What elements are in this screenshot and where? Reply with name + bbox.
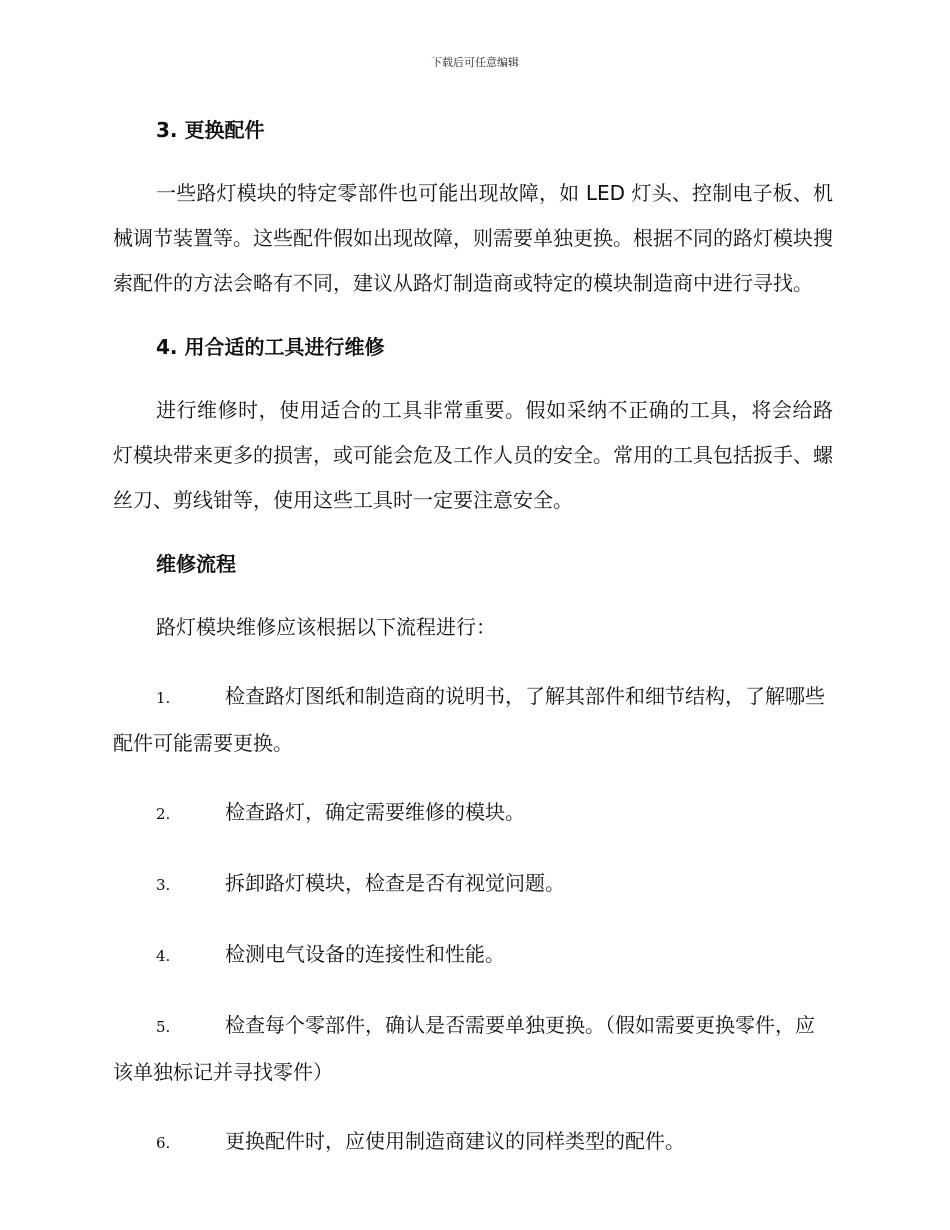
list-item-step-2 bbox=[113, 790, 833, 837]
list-item-step-5 bbox=[113, 1003, 833, 1095]
step-number: 1. bbox=[156, 689, 171, 707]
step-number: 5. bbox=[156, 1018, 171, 1036]
step-text: 检查每个零部件，确认是否需要单独更换。（假如需要更换零件，应该单独标记并寻找零件） bbox=[113, 1013, 815, 1084]
step-text: 检查路灯图纸和制造商的说明书，了解其部件和细节结构，了解哪些配件可能需要更换。 bbox=[113, 684, 825, 755]
list-item-step-1 bbox=[113, 674, 833, 766]
section-heading-replace-parts: 3. 更换配件 bbox=[156, 118, 265, 142]
step-number: 6. bbox=[156, 1134, 171, 1152]
section-heading-process: 维修流程 bbox=[156, 552, 236, 576]
list-item-step-4 bbox=[113, 932, 833, 979]
step-number: 3. bbox=[156, 876, 171, 894]
page-header-note: 下载后可任意编辑 bbox=[431, 56, 519, 69]
document-body bbox=[113, 113, 833, 1190]
step-text: 检查路灯，确定需要维修的模块。 bbox=[225, 800, 525, 824]
step-text: 拆卸路灯模块，检查是否有视觉问题。 bbox=[225, 871, 565, 895]
step-number: 4. bbox=[156, 947, 171, 965]
paragraph-replace-parts: 一些路灯模块的特定零部件也可能出现故障，如 LED 灯头、控制电子板、机械调节装置等。这些配件假如出现故障，则需要单独更换。根据不同的路灯模块搜索配件的方法会略有不同，建议从路灯制造商或特定的模块制造商中进行寻找。 bbox=[113, 181, 833, 295]
paragraph-tools: 进行维修时，使用适合的工具非常重要。假如采纳不正确的工具，将会给路灯模块带来更多的损害，或可能会危及工作人员的安全。常用的工具包括扳手、螺丝刀、剪线钳等，使用这些工具时一定要注意安全。 bbox=[113, 398, 833, 512]
list-item-step-6 bbox=[113, 1119, 833, 1166]
step-number: 2. bbox=[156, 805, 171, 823]
section-heading-tools: 4. 用合适的工具进行维修 bbox=[156, 335, 385, 359]
paragraph-process-intro: 路灯模块维修应该根据以下流程进行： bbox=[156, 615, 496, 639]
list-item-step-3 bbox=[113, 861, 833, 908]
step-text: 检测电气设备的连接性和性能。 bbox=[225, 942, 505, 966]
step-text: 更换配件时，应使用制造商建议的同样类型的配件。 bbox=[225, 1129, 685, 1153]
